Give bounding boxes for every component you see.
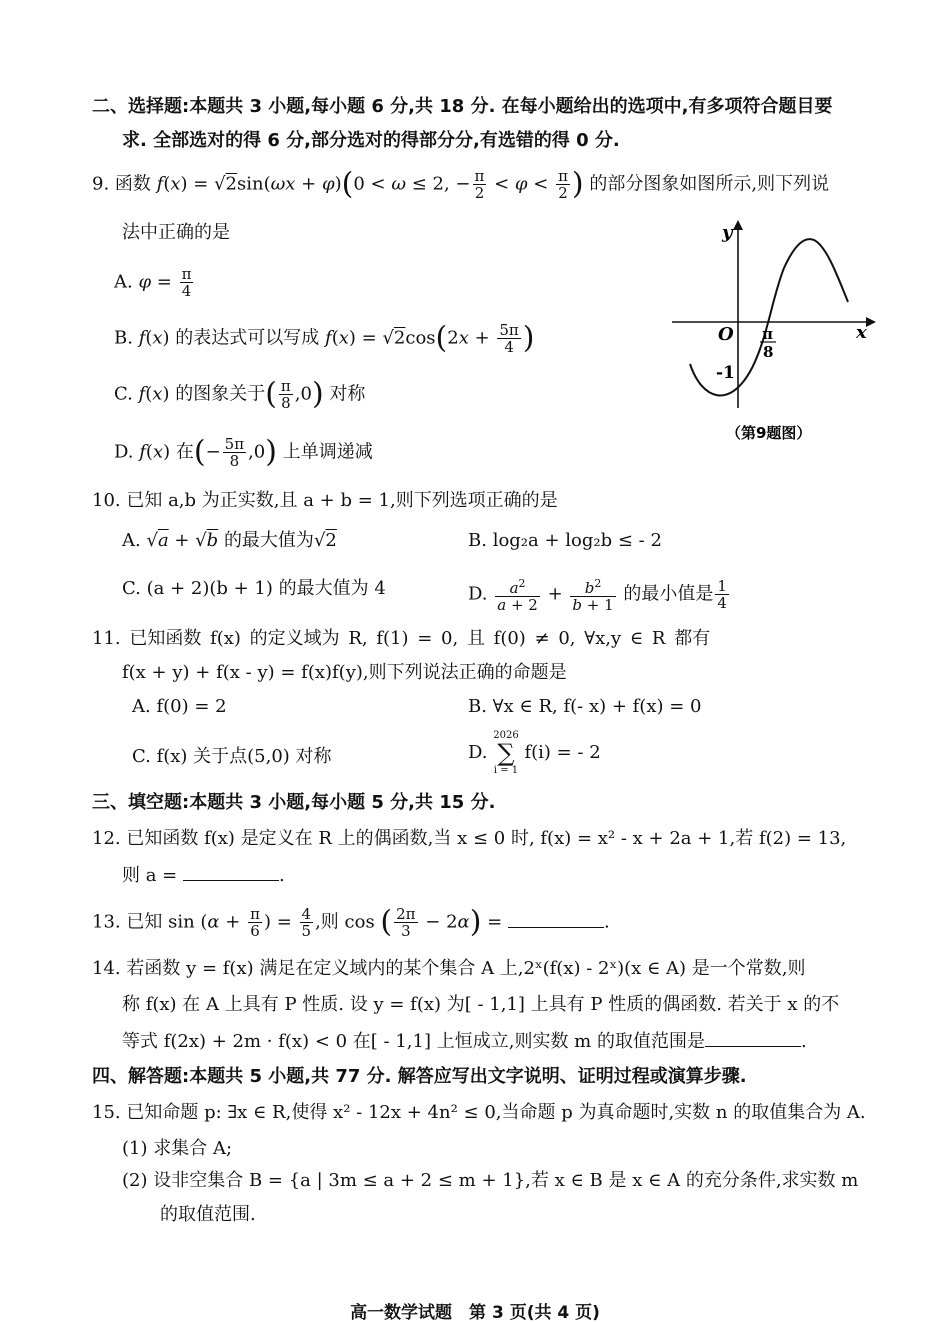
q11-option-b: B. ∀x ∈ R, f(- x) + f(x) = 0 bbox=[468, 696, 702, 717]
q10-option-b: B. log₂a + log₂b ≤ - 2 bbox=[468, 530, 662, 551]
x-axis-arrow bbox=[866, 317, 876, 327]
x-label: x bbox=[856, 322, 867, 343]
q9-option-c: C. f(x) 的图象关于( $\frac{\pi}{8}$ ,0) 对称 bbox=[114, 376, 366, 412]
section-2-title: 二、选择题:本题共 3 小题,每小题 6 分,共 18 分. 在每小题给出的选项中,有多项符合题目要 bbox=[92, 96, 833, 117]
q11-option-c: C. f(x) 关于点(5,0) 对称 bbox=[132, 746, 332, 767]
q14-stem-cont1: 称 f(x) 在 A 上具有 P 性质. 设 y = f(x) 为[ - 1,1] 上具有 P 性质的偶函数. 若关于 x 的不 bbox=[122, 994, 840, 1015]
q11-stem-cont: f(x + y) + f(x - y) = f(x)f(y),则下列说法正确的命题是 bbox=[122, 662, 567, 683]
q9-stem-cont: 法中正确的是 bbox=[122, 222, 230, 243]
q9-option-b: B. f(x) 的表达式可以写成 f(x) = √2cos(2x + $\frac{5\pi}{4}$ ) bbox=[114, 320, 535, 356]
section-4-title: 四、解答题:本题共 5 小题,共 77 分. 解答应写出文字说明、证明过程或演算步骤. bbox=[92, 1066, 747, 1087]
q9-graph bbox=[672, 218, 892, 458]
origin-label: O bbox=[718, 324, 734, 345]
section-2-title-cont: 求. 全部选对的得 6 分,部分选对的得部分分,有选错的得 0 分. bbox=[122, 130, 620, 151]
q9-option-d: D. f(x) 在(− $\frac{5\pi}{8}$ ,0) 上单调递减 bbox=[114, 434, 373, 470]
q13-stem: 13. 已知 sin (α + $\frac{\pi}{6}$ ) = $\frac{4}{5}$ ,则 cos ( $\frac{2\pi}{3}$ − 2α) = . bbox=[92, 904, 610, 940]
q15-part2: (2) 设非空集合 B = {a | 3m ≤ a + 2 ≤ m + 1},若 x ∈ B 是 x ∈ A 的充分条件,求实数 m bbox=[122, 1170, 859, 1191]
q13-answer-blank[interactable] bbox=[508, 909, 604, 928]
q12-stem-cont: 则 a = . bbox=[122, 862, 285, 889]
q9-option-a: A. φ = $\frac{\pi}{4}$ bbox=[114, 265, 192, 300]
q12-answer-blank[interactable] bbox=[183, 862, 279, 881]
q15-part1: (1) 求集合 A; bbox=[122, 1138, 233, 1159]
q14-stem-cont2: 等式 f(2x) + 2m · f(x) < 0 在[ - 1,1] 上恒成立,则实数 m 的取值范围是 . bbox=[122, 1028, 807, 1055]
y-intercept-label: -1 bbox=[716, 363, 735, 383]
y-label: y bbox=[722, 222, 733, 243]
q11-option-a: A. f(0) = 2 bbox=[132, 696, 227, 717]
page-footer: 高一数学试题 第 3 页(共 4 页) bbox=[350, 1303, 600, 1323]
q10-option-d: D. $\frac{a^2}{a + 2}$ + $\frac{b^2}{b + 1}$ 的最小值是 $\frac{1}{4}$ bbox=[468, 577, 727, 614]
q9-stem: 9. 函数 f(x) = √2sin(ωx + φ)(0 < ω ≤ 2, − $\frac{\pi}{2}$ < φ < $\frac{\pi}{2}$ ) 的部分图象如图所示,则下列说 bbox=[92, 166, 830, 202]
q10-option-c: C. (a + 2)(b + 1) 的最大值为 4 bbox=[122, 578, 386, 599]
q12-stem: 12. 已知函数 f(x) 是定义在 R 上的偶函数,当 x ≤ 0 时, f(x) = x² - x + 2a + 1,若 f(2) = 13, bbox=[92, 828, 847, 849]
q10-stem: 10. 已知 a,b 为正实数,且 a + b = 1,则下列选项正确的是 bbox=[92, 490, 558, 511]
q14-answer-blank[interactable] bbox=[705, 1028, 801, 1047]
q11-option-d: D. 2026 ∑ i = 1 f(i) = - 2 bbox=[468, 730, 601, 776]
q11-stem: 11. 已知函数 f(x) 的定义域为 R, f(1) = 0, 且 f(0) ≠ 0, ∀x,y ∈ R 都有 bbox=[92, 628, 711, 649]
figure-caption: （第9题图） bbox=[726, 424, 812, 442]
section-3-title: 三、填空题:本题共 3 小题,每小题 5 分,共 15 分. bbox=[92, 792, 496, 813]
q15-stem: 15. 已知命题 p: ∃x ∈ R,使得 x² - 12x + 4n² ≤ 0,当命题 p 为真命题时,实数 n 的取值集合为 A. bbox=[92, 1102, 866, 1123]
sine-curve bbox=[690, 239, 848, 395]
q10-option-a: A. √a + √b 的最大值为√2 bbox=[122, 530, 337, 551]
y-axis-arrow bbox=[733, 220, 743, 230]
tick-label-den: 8 bbox=[763, 343, 774, 361]
q14-stem: 14. 若函数 y = f(x) 满足在定义域内的某个集合 A 上,2ˣ(f(x) - 2ˣ)(x ∈ A) 是一个常数,则 bbox=[92, 958, 806, 979]
tick-label-num: π bbox=[762, 325, 773, 343]
q15-part2-cont: 的取值范围. bbox=[160, 1204, 256, 1225]
q9-figure bbox=[672, 218, 892, 463]
